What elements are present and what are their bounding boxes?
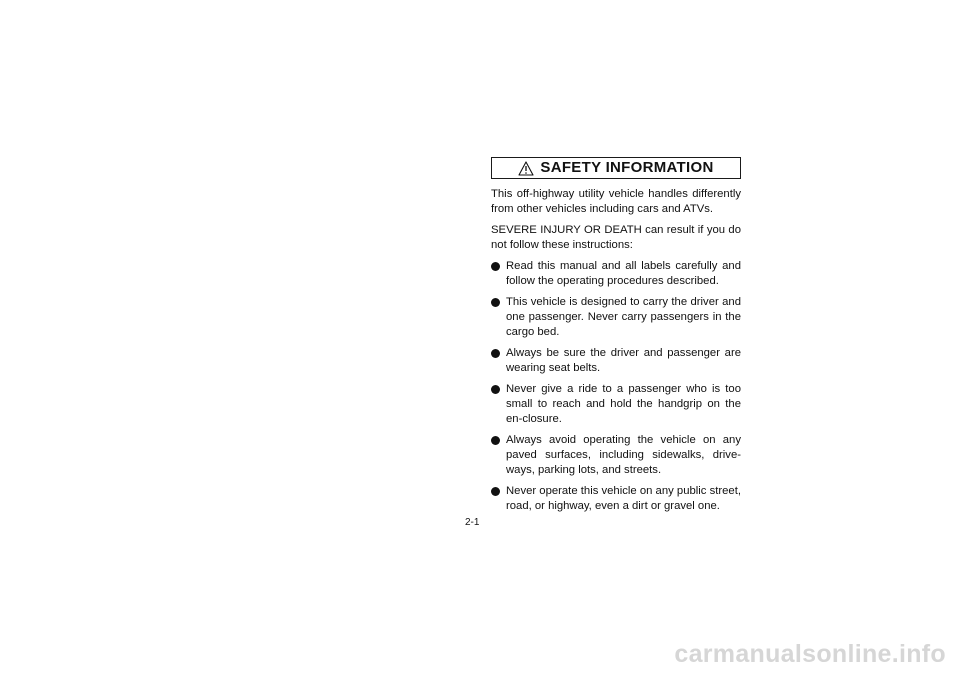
list-item <box>491 259 741 289</box>
list-item-text: Always be sure the driver and passenger are wearing seat belts. <box>506 347 741 374</box>
list-item-text: Read this manual and all labels carefully and follow the operating procedures described. <box>506 260 741 287</box>
bullet-icon <box>491 298 500 307</box>
bullet-icon <box>491 262 500 271</box>
page-number: 2-1 <box>465 517 480 528</box>
list-item-text: Never operate this vehicle on any public street, road, or highway, even a dirt or gravel one. <box>506 485 741 512</box>
bullet-icon <box>491 436 500 445</box>
list-item <box>491 433 741 478</box>
watermark: carmanualsonline.info <box>674 640 946 668</box>
warning-triangle-icon <box>518 161 534 176</box>
list-item-text: Always avoid operating the vehicle on any paved surfaces, including sidewalks, drive-ways, parking lots, and streets. <box>506 434 741 476</box>
bullet-icon <box>491 487 500 496</box>
bullet-icon <box>491 349 500 358</box>
list-item <box>491 295 741 340</box>
instruction-list <box>491 259 741 514</box>
section-header <box>491 157 741 179</box>
list-item <box>491 382 741 427</box>
list-item-text: Never give a ride to a passenger who is too small to reach and hold the handgrip on the en-closure. <box>506 383 741 425</box>
list-item <box>491 484 741 514</box>
safety-section <box>491 157 741 520</box>
bullet-icon <box>491 385 500 394</box>
list-item <box>491 346 741 376</box>
list-item-text: This vehicle is designed to carry the driver and one passenger. Never carry passengers in the cargo bed. <box>506 296 741 338</box>
intro-paragraph: This off-highway utility vehicle handles differently from other vehicles including cars and ATVs. <box>491 188 741 215</box>
warning-paragraph: SEVERE INJURY OR DEATH can result if you do not follow these instructions: <box>491 224 741 251</box>
section-title: SAFETY INFORMATION <box>540 159 714 176</box>
